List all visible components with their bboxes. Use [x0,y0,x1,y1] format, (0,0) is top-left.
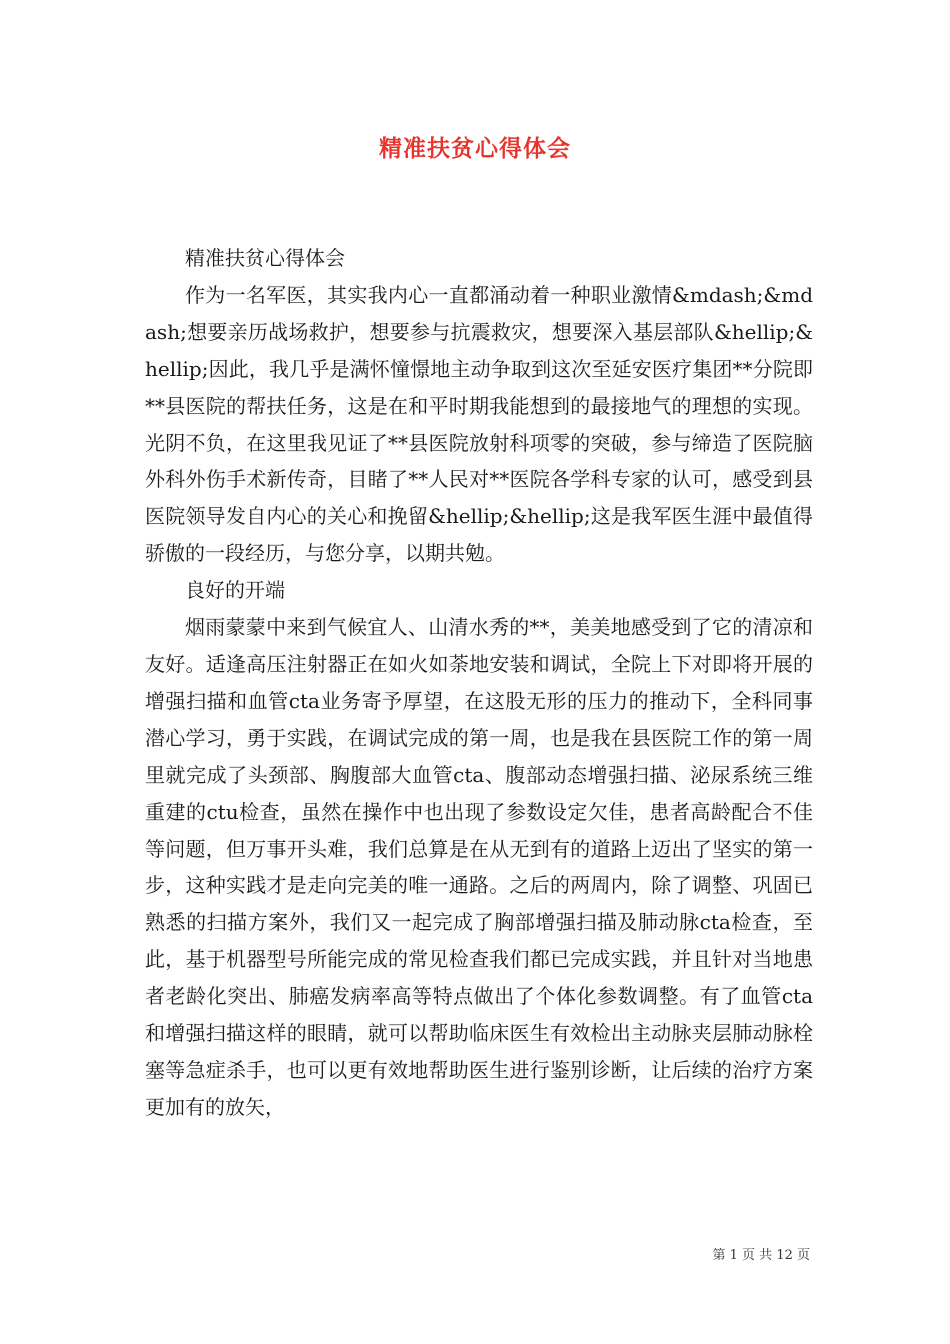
section-heading: 良好的开端 [185,578,285,603]
page-number-footer: 第 1 页 共 12 页 [712,1248,810,1263]
paragraph-section-1: 烟雨蒙蒙中来到气候宜人、山清水秀的**，美美地感受到了它的清凉和友好。适逢高压注射器正在如火如荼地安装和调试，全院上下对即将开展的增强扫描和血管cta业务寄予厚望，在这股无形的压力的推动下，全科同事潜心学习，勇于实践，在调试完成的第一周，也是我在县医院工作的第一周里就完成了头颈部、胸腹部大血管cta、腹部动态增强扫描、泌尿系统三维重建的ctu检查，虽然在操作中也出现了参数设定欠佳，患者高龄配合不佳等问题，但万事开头难，我们总算是在从无到有的道路上迈出了坚实的第一步，这种实践才是走向完美的唯一通路。之后的两周内，除了调整、巩固已熟悉的扫描方案外，我们又一起完成了胸部增强扫描及肺动脉cta检查，至此，基于机器型号所能完成的常见检查我们都已完成实践，并且针对当地患者老龄化突出、肺癌发病率高等特点做出了个体化参数调整。有了血管cta和增强扫描这样的眼睛，就可以帮助临床医生有效检出主动脉夹层肺动脉栓塞等急症杀手，也可以更有效地帮助医生进行鉴别诊断，让后续的治疗方案更加有的放矢， [145,615,813,1119]
body-heading: 精准扶贫心得体会 [185,246,345,270]
document-title: 精准扶贫心得体会 [379,135,571,162]
paragraph-intro: 作为一名军医，其实我内心一直都涌动着一种职业激情&mdash;&mdash;想要亲历战场救护，想要参与抗震救灾，想要深入基层部队&hellip;&hellip;因此，我几乎是满怀憧憬地主动争取到这次至延安医疗集团**分院即**县医院的帮扶任务，这是在和平时期我能想到的最接地气的理想的实现。光阴不负，在这里我见证了**县医院放射科项零的突破，参与缔造了医院脑外科外伤手术新传奇，目睹了**人民对**医院各学科专家的认可，感受到县医院领导发自内心的关心和挽留&hellip;&hellip;这是我军医生涯中最值得骄傲的一段经历，与您分享，以期共勉。 [145,282,813,566]
document-body [145,240,813,1126]
